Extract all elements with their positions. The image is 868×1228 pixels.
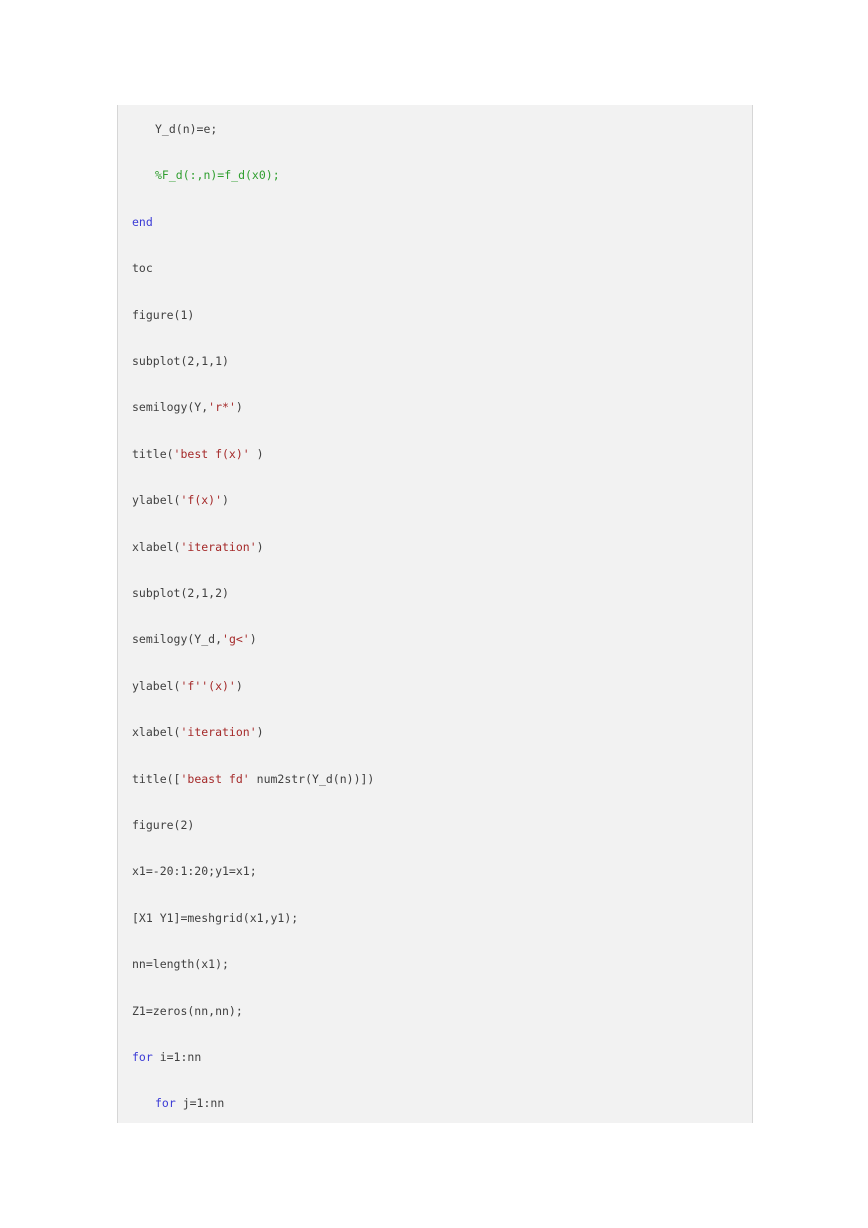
code-token-plain: i=1:nn — [152, 1050, 202, 1064]
code-token-keyword: for — [132, 1050, 153, 1064]
code-token-plain: x1=-20:1:20;y1=x1; — [132, 864, 257, 879]
code-token-plain: j=1:nn — [175, 1096, 225, 1111]
code-line — [132, 954, 229, 974]
code-token-plain: nn=length(x1); — [132, 957, 229, 972]
code-token-plain: [X1 Y1]=meshgrid(x1,y1); — [132, 910, 299, 925]
code-line — [132, 258, 153, 278]
code-token-plain: toc — [132, 261, 153, 276]
code-token-plain: figure(2) — [132, 818, 195, 832]
code-token-plain: Y_d(n)=e; — [155, 122, 218, 136]
code-line — [132, 1047, 201, 1067]
code-token-plain: ylabel( — [132, 493, 181, 508]
code-token-string: 'iteration' — [180, 725, 257, 740]
code-line — [155, 119, 217, 139]
code-token-plain: ) — [256, 539, 264, 554]
code-token-string: 'iteration' — [180, 539, 257, 554]
code-token-string: 'f(x)' — [180, 493, 223, 508]
code-line — [155, 165, 280, 185]
code-token-plain: subplot(2,1,2) — [132, 586, 229, 600]
code-line — [132, 861, 257, 881]
code-line — [132, 676, 243, 696]
code-line — [132, 908, 298, 928]
code-block — [117, 105, 753, 1123]
code-line — [132, 769, 374, 789]
code-token-plain: subplot(2,1,1) — [132, 354, 229, 368]
code-token-plain: semilogy(Y, — [132, 400, 209, 415]
code-token-plain: ) — [249, 632, 257, 647]
code-token-plain: num2str(Y_d(n))]) — [249, 771, 375, 786]
code-token-plain: ) — [235, 400, 243, 415]
code-token-plain: semilogy(Y_d, — [132, 632, 223, 647]
code-line — [132, 305, 194, 325]
code-token-string: 'best f(x)' — [173, 446, 250, 461]
code-token-keyword: end — [132, 214, 153, 229]
code-token-string: 'beast fd' — [180, 771, 250, 786]
code-token-plain: Z1=zeros(nn,nn); — [132, 1003, 243, 1018]
code-line — [132, 722, 264, 742]
code-line — [132, 583, 229, 603]
code-token-comment: %F_d(:,n)=f_d(x0); — [155, 168, 280, 183]
code-token-plain: title( — [132, 446, 174, 461]
code-token-plain: xlabel( — [132, 725, 181, 740]
code-token-plain: ) — [256, 725, 264, 740]
code-token-keyword: for — [155, 1096, 176, 1111]
code-token-plain: title([ — [132, 771, 181, 786]
code-token-plain: xlabel( — [132, 539, 181, 554]
code-line — [132, 351, 229, 371]
code-line — [132, 815, 194, 835]
code-token-plain: figure(1) — [132, 307, 195, 322]
code-line — [132, 490, 229, 510]
code-line — [132, 397, 243, 417]
code-token-string: 'g<' — [222, 632, 250, 647]
code-line — [132, 1001, 243, 1021]
code-token-plain: ylabel( — [132, 678, 181, 693]
code-line — [132, 444, 264, 464]
code-token-plain: ) — [235, 678, 243, 693]
code-token-string: 'f''(x)' — [180, 678, 236, 693]
code-line — [132, 212, 153, 232]
code-line — [132, 629, 257, 649]
code-line — [132, 537, 264, 557]
code-token-plain: ) — [249, 446, 264, 461]
code-token-string: 'r*' — [208, 400, 236, 415]
code-token-plain: ) — [222, 493, 229, 508]
code-line — [155, 1093, 224, 1113]
